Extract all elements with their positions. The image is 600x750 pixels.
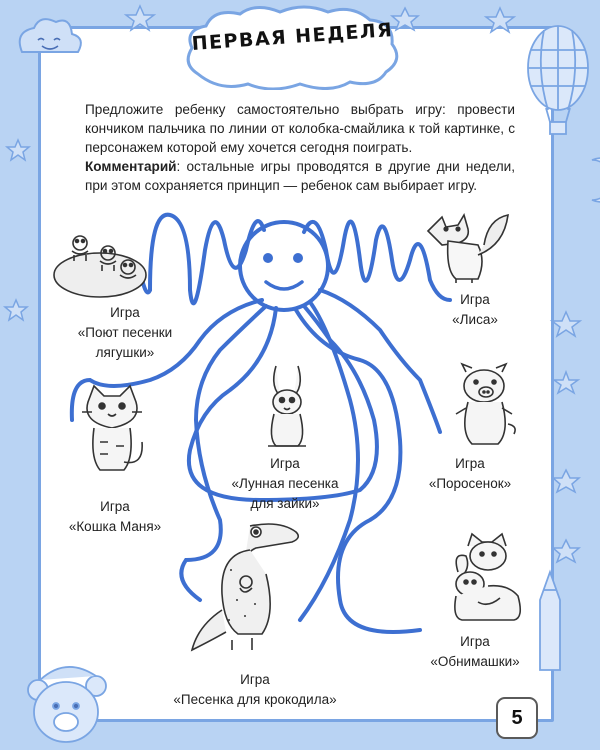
game-label-bunny-line2: «Лунная песенка [231, 476, 339, 491]
game-label-frogs[interactable] [60, 303, 190, 363]
game-label-bunny-line1: Игра [270, 456, 300, 471]
game-label-pig[interactable] [420, 454, 520, 494]
game-label-frogs-line1: Игра [110, 305, 140, 320]
crocodile-icon [190, 520, 302, 652]
game-label-hug-line2: «Обнимашки» [430, 654, 520, 669]
hugging-animals-icon [448, 532, 528, 622]
game-label-crocodile[interactable] [155, 670, 355, 710]
bunny-icon [256, 362, 318, 450]
game-label-pig-line1: Игра [455, 456, 485, 471]
pig-icon [446, 362, 524, 450]
game-label-crocodile-line1: Игра [240, 672, 270, 687]
intro-paragraph: Предложите ребенку самостоятельно выбрать игру: провести кончиком пальчика по линии от колобка-смайлика к той картинке, с персонажем которой ему хочется сегодня поиграть. [85, 102, 515, 155]
game-label-fox-line1: Игра [460, 292, 490, 307]
game-label-pig-line2: «Поросенок» [428, 476, 512, 491]
game-label-frogs-line3: лягушки» [95, 345, 155, 360]
game-label-fox-line2: «Лиса» [452, 312, 498, 327]
cat-icon [78, 382, 148, 474]
frogs-on-lily-pad-icon [50, 225, 150, 300]
game-label-hug-line1: Игра [460, 634, 490, 649]
comment-text: : остальные игры проводятся в другие дни недели, при этом сохраняется принцип — ребенок сам выбирает игру. [85, 159, 515, 193]
page-number: 5 [496, 697, 538, 739]
game-label-cat[interactable] [60, 497, 170, 537]
game-label-crocodile-line2: «Песенка для крокодила» [173, 692, 337, 707]
game-label-frogs-line2: «Поют песенки [77, 325, 173, 340]
game-label-cat-line1: Игра [100, 499, 130, 514]
smiley-kolobok-icon [240, 222, 328, 310]
game-label-bunny[interactable] [215, 454, 355, 514]
game-label-hug[interactable] [420, 632, 530, 672]
game-label-fox[interactable] [430, 290, 520, 330]
game-label-cat-line2: «Кошка Маня» [68, 519, 162, 534]
comment-label: Комментарий [85, 159, 177, 174]
fox-icon [418, 205, 518, 285]
page-title: ПЕРВАЯ НЕДЕЛЯ [191, 18, 394, 56]
game-label-bunny-line3: для зайки» [250, 496, 320, 511]
